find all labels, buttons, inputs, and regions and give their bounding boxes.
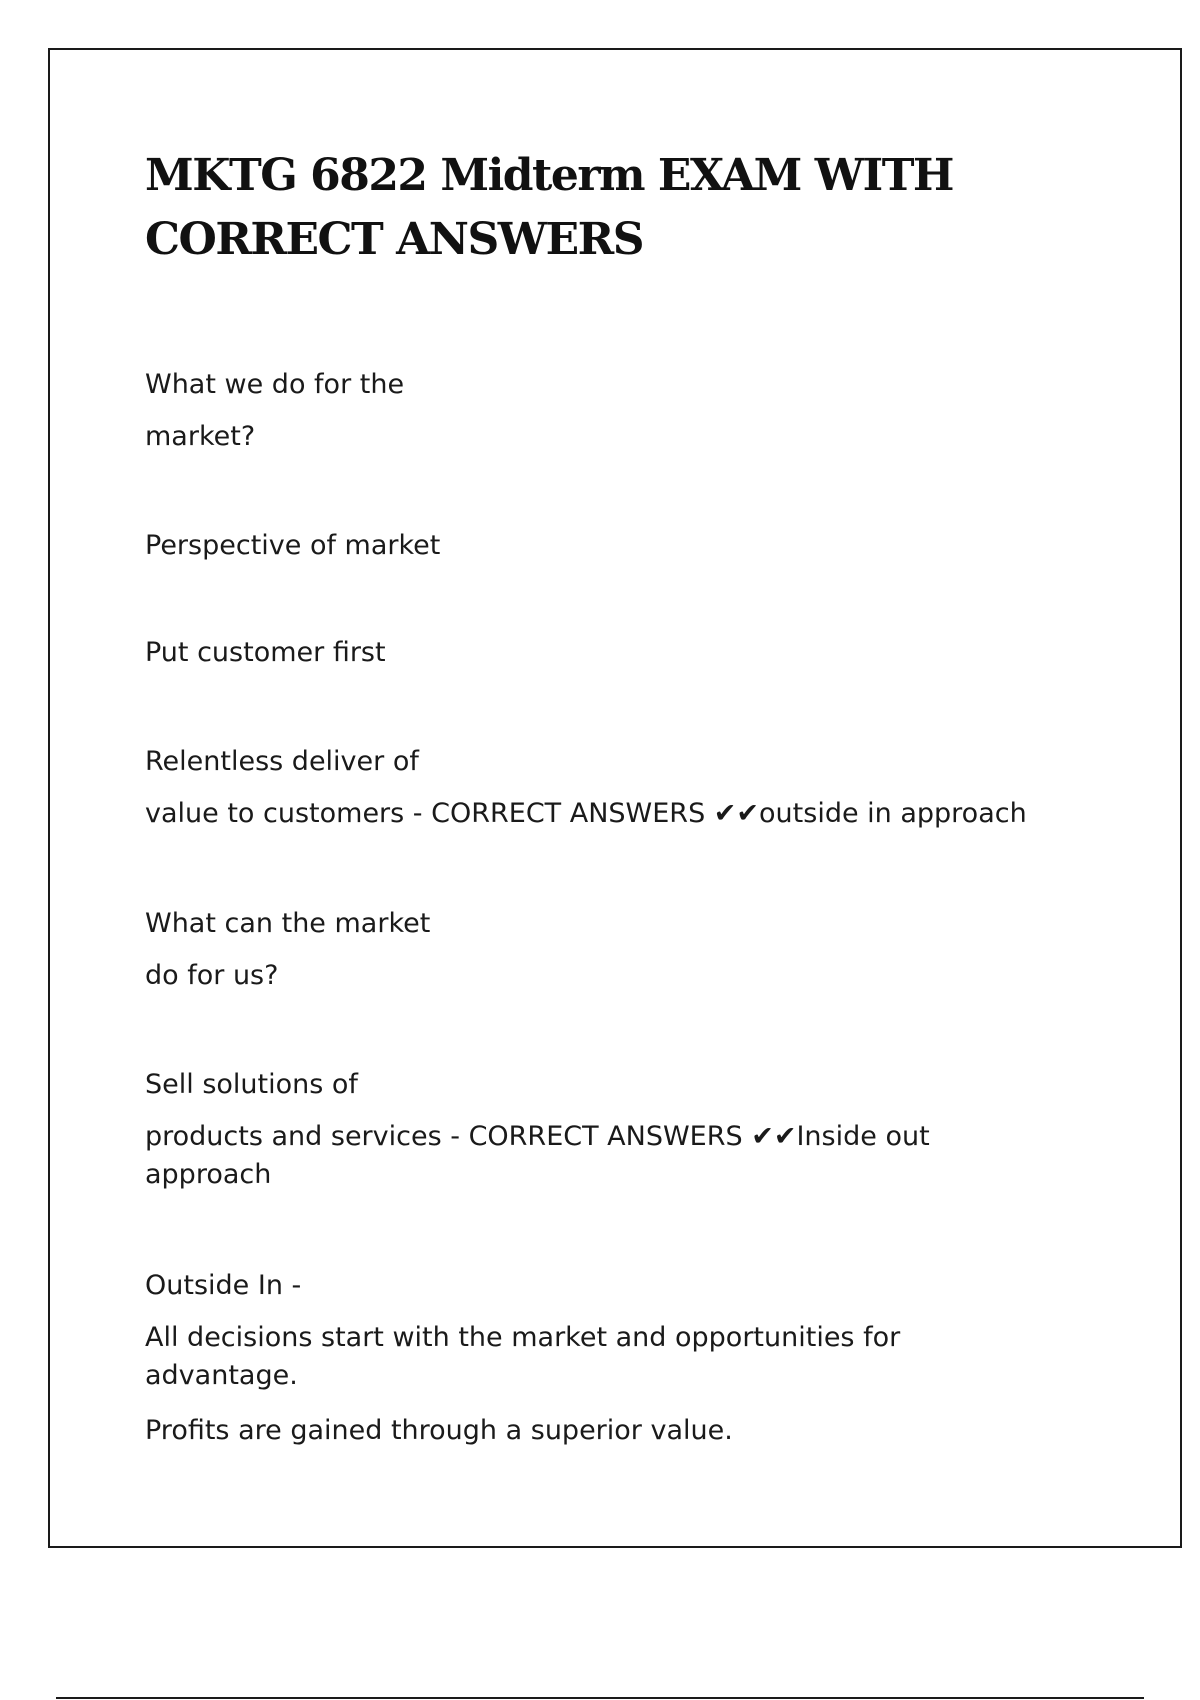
question-2-point-1: Sell solutions of <box>145 1069 358 1100</box>
question-3-line-2: All decisions start with the market and opportunities for advantage. <box>145 1322 901 1391</box>
answer-1: value to customers - CORRECT ANSWERS ✔✔outside in approach <box>145 798 1027 829</box>
question-2-line-2: do for us? <box>145 960 279 991</box>
question-1-point-3: Relentless deliver of <box>145 746 419 777</box>
document-title: MKTG 6822 Midterm EXAM WITH CORRECT ANSWERS <box>145 150 954 265</box>
question-3-line-1: Outside In - <box>145 1270 302 1301</box>
question-1-point-2: Put customer first <box>145 637 386 668</box>
question-3-line-3: Profits are gained through a superior value. <box>145 1415 733 1446</box>
footer-divider <box>56 1697 1144 1699</box>
answer-2: products and services - CORRECT ANSWERS ✔✔Inside out approach <box>145 1121 930 1190</box>
question-1-line-2: market? <box>145 421 256 452</box>
question-2-line-1: What can the market <box>145 908 431 939</box>
question-1-point-1: Perspective of market <box>145 530 441 561</box>
question-1-line-1: What we do for the <box>145 369 405 400</box>
